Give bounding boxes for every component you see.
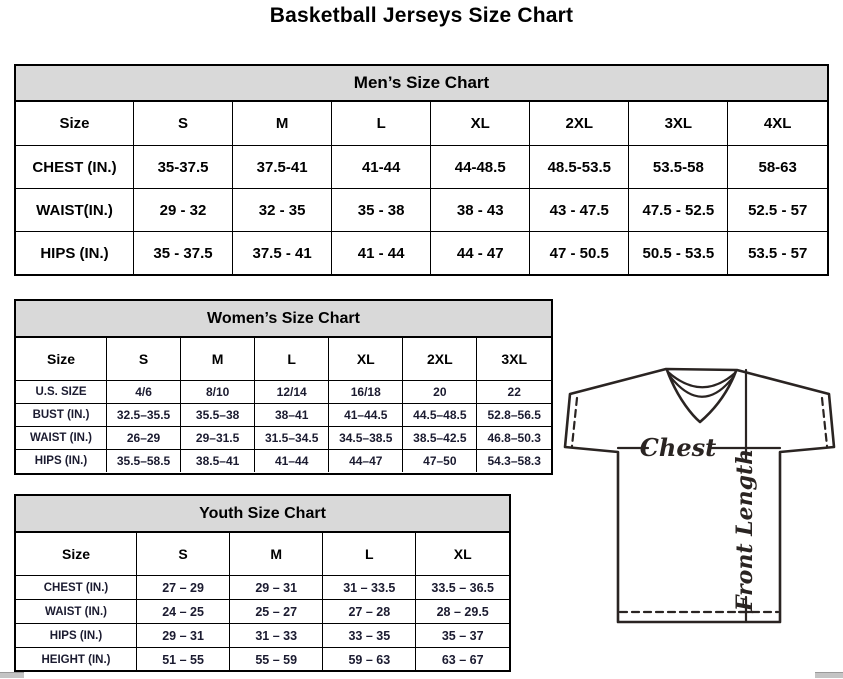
size-value: 59 – 63: [323, 648, 416, 672]
size-value: 41–44: [255, 450, 329, 473]
size-value: 35.5–58.5: [107, 450, 181, 473]
column-header: Size: [16, 533, 137, 576]
column-header: S: [134, 102, 233, 146]
horizontal-scrollbar-thumb-left[interactable]: [0, 672, 24, 678]
size-value: 31 – 33.5: [323, 576, 416, 600]
size-value: 43 - 47.5: [530, 189, 629, 232]
mens-table-title: Men’s Size Chart: [16, 66, 827, 102]
column-header: 4XL: [728, 102, 827, 146]
size-value: 33 – 35: [323, 624, 416, 648]
size-value: 25 – 27: [230, 600, 323, 624]
size-value: 47 - 50.5: [530, 232, 629, 275]
size-header-row: [16, 338, 551, 381]
size-value: 20: [403, 381, 477, 404]
size-value: 35 – 37: [416, 624, 509, 648]
jersey-outline-icon: [556, 360, 843, 626]
size-value: 27 – 29: [137, 576, 230, 600]
chest-label: Chest: [639, 433, 717, 462]
size-value: 46.8–50.3: [477, 427, 551, 450]
column-header: M: [230, 533, 323, 576]
womens-table-title: Women’s Size Chart: [16, 301, 551, 338]
size-value: 31 – 33: [230, 624, 323, 648]
size-value: 38.5–42.5: [403, 427, 477, 450]
size-value: 29 - 32: [134, 189, 233, 232]
size-value: 51 – 55: [137, 648, 230, 672]
youth-table-title: Youth Size Chart: [16, 496, 509, 533]
left-cuff-dashed-line: [572, 398, 577, 446]
row-label: HEIGHT (IN.): [16, 648, 137, 672]
size-value: 32 - 35: [233, 189, 332, 232]
column-header: Size: [16, 102, 134, 146]
column-header: S: [107, 338, 181, 381]
table-row: [16, 427, 551, 450]
column-header: Size: [16, 338, 107, 381]
row-label: HIPS (IN.): [16, 450, 107, 473]
size-value: 52.8–56.5: [477, 404, 551, 427]
womens-size-chart-section: [14, 299, 553, 475]
right-cuff-dashed-line: [822, 398, 827, 446]
table-row: [16, 232, 827, 275]
size-value: 41 - 44: [332, 232, 431, 275]
row-label: CHEST (IN.): [16, 576, 137, 600]
column-header: XL: [416, 533, 509, 576]
size-value: 35 - 38: [332, 189, 431, 232]
mens-size-chart-section: [14, 64, 829, 276]
table-row: [16, 381, 551, 404]
size-value: 55 – 59: [230, 648, 323, 672]
size-value: 54.3–58.3: [477, 450, 551, 473]
table-row: [16, 189, 827, 232]
front-length-label: Front Length: [732, 448, 758, 612]
size-value: 12/14: [255, 381, 329, 404]
column-header: XL: [431, 102, 530, 146]
size-value: 41–44.5: [329, 404, 403, 427]
size-value: 29 – 31: [230, 576, 323, 600]
column-header: L: [323, 533, 416, 576]
size-value: 33.5 – 36.5: [416, 576, 509, 600]
size-value: 47–50: [403, 450, 477, 473]
size-value: 44 - 47: [431, 232, 530, 275]
size-value: 29 – 31: [137, 624, 230, 648]
row-label: CHEST (IN.): [16, 146, 134, 189]
size-value: 31.5–34.5: [255, 427, 329, 450]
size-value: 48.5-53.5: [530, 146, 629, 189]
size-value: 35.5–38: [181, 404, 255, 427]
column-header: S: [137, 533, 230, 576]
size-value: 52.5 - 57: [728, 189, 827, 232]
row-label: U.S. SIZE: [16, 381, 107, 404]
size-value: 44-48.5: [431, 146, 530, 189]
row-label: WAIST (IN.): [16, 427, 107, 450]
size-value: 24 – 25: [137, 600, 230, 624]
size-value: 47.5 - 52.5: [629, 189, 728, 232]
column-header: 3XL: [477, 338, 551, 381]
table-row: [16, 404, 551, 427]
size-value: 35-37.5: [134, 146, 233, 189]
size-value: 38–41: [255, 404, 329, 427]
size-header-row: [16, 533, 509, 576]
column-header: XL: [329, 338, 403, 381]
mens-size-table: [16, 102, 827, 274]
size-value: 27 – 28: [323, 600, 416, 624]
size-value: 29–31.5: [181, 427, 255, 450]
row-label: BUST (IN.): [16, 404, 107, 427]
jersey-body-outline: [565, 369, 834, 622]
table-row: [16, 146, 827, 189]
size-value: 38 - 43: [431, 189, 530, 232]
size-header-row: [16, 102, 827, 146]
column-header: M: [233, 102, 332, 146]
size-value: 58-63: [728, 146, 827, 189]
size-value: 22: [477, 381, 551, 404]
size-value: 37.5-41: [233, 146, 332, 189]
size-value: 41-44: [332, 146, 431, 189]
size-value: 53.5-58: [629, 146, 728, 189]
size-value: 44.5–48.5: [403, 404, 477, 427]
size-value: 4/6: [107, 381, 181, 404]
size-value: 35 - 37.5: [134, 232, 233, 275]
table-row: [16, 600, 509, 624]
column-header: 3XL: [629, 102, 728, 146]
size-value: 53.5 - 57: [728, 232, 827, 275]
size-value: 38.5–41: [181, 450, 255, 473]
table-row: [16, 450, 551, 473]
size-value: 37.5 - 41: [233, 232, 332, 275]
table-row: [16, 648, 509, 672]
size-value: 50.5 - 53.5: [629, 232, 728, 275]
size-value: 16/18: [329, 381, 403, 404]
column-header: L: [255, 338, 329, 381]
column-header: L: [332, 102, 431, 146]
size-value: 32.5–35.5: [107, 404, 181, 427]
horizontal-scrollbar-thumb-right[interactable]: [815, 672, 843, 678]
page-title: Basketball Jerseys Size Chart: [269, 4, 574, 27]
table-row: [16, 624, 509, 648]
column-header: M: [181, 338, 255, 381]
column-header: 2XL: [530, 102, 629, 146]
youth-size-chart-section: [14, 494, 511, 672]
size-value: 34.5–38.5: [329, 427, 403, 450]
size-value: 44–47: [329, 450, 403, 473]
size-value: 28 – 29.5: [416, 600, 509, 624]
row-label: HIPS (IN.): [16, 624, 137, 648]
row-label: HIPS (IN.): [16, 232, 134, 275]
youth-size-table: [16, 533, 509, 671]
row-label: WAIST(IN.): [16, 189, 134, 232]
jersey-measurement-diagram: [556, 360, 843, 626]
table-row: [16, 576, 509, 600]
column-header: 2XL: [403, 338, 477, 381]
size-value: 26–29: [107, 427, 181, 450]
womens-size-table: [16, 338, 551, 472]
size-value: 63 – 67: [416, 648, 509, 672]
row-label: WAIST (IN.): [16, 600, 137, 624]
size-value: 8/10: [181, 381, 255, 404]
